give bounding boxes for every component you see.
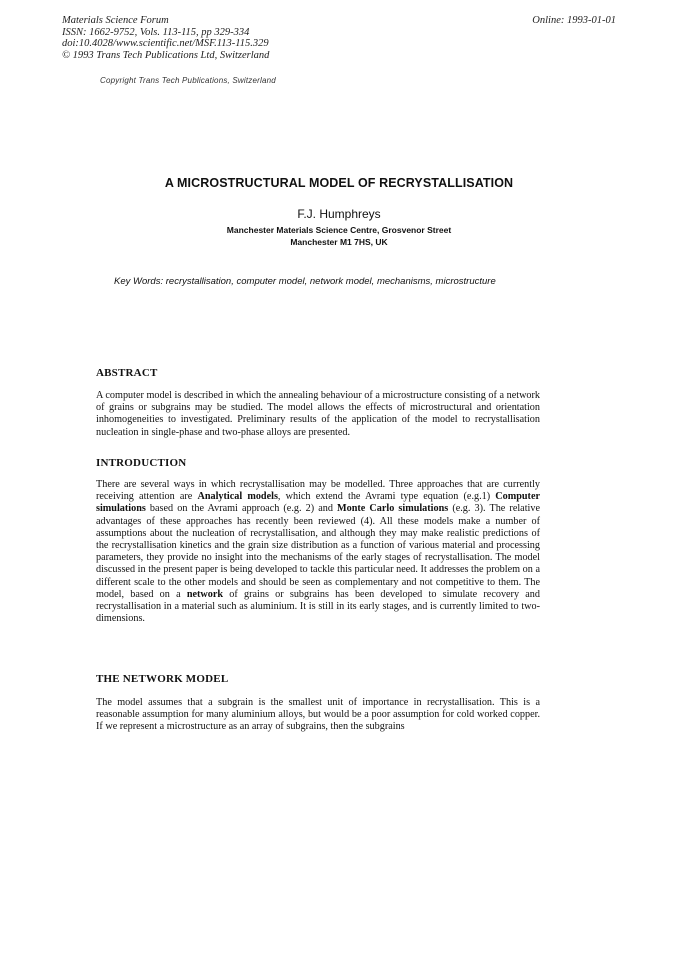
intro-text-2: , which extend the Avrami type equation (e.g.1) <box>277 491 496 503</box>
intro-text-5: of grains or subgrains has been developed to simulate recovery and recrystallisation in a material such as aluminium. It is still in its early stages, and is currently limited to two-dimensions. <box>96 588 540 625</box>
author-affiliation <box>0 224 678 248</box>
scan-copyright: Copyright Trans Tech Publications, Switzerland <box>100 76 276 85</box>
journal-doi: doi:10.4028/www.scientific.net/MSF.113-115.329 <box>62 38 269 49</box>
intro-text-1: There are several ways in which recrystallisation may be modelled. Three approaches that are currently receiving attention are <box>96 479 540 503</box>
paper-author: F.J. Humphreys <box>297 207 381 221</box>
journal-metadata <box>62 15 269 61</box>
intro-bold-monte-carlo: Monte Carlo simulations <box>337 503 449 515</box>
online-date: Online: 1993-01-01 <box>532 15 616 26</box>
keywords <box>114 276 496 287</box>
network-model-text: The model assumes that a subgrain is the smallest unit of importance in recrystallisation. This is a reasonable assumption for many aluminium alloys, but would be a poor assumption for cold worked copper. If we represent a microstructure as an array of subgrains, then the subgrains <box>96 697 540 733</box>
affiliation-line-2: Manchester M1 7HS, UK <box>290 237 388 247</box>
introduction-heading: INTRODUCTION <box>96 457 187 469</box>
keywords-list: recrystallisation, computer model, network model, mechanisms, microstructure <box>165 276 496 287</box>
intro-bold-analytical-models: Analytical models <box>197 491 278 503</box>
abstract-text: A computer model is described in which the annealing behaviour of a microstructure consisting of a network of grains or subgrains may be studied. The model allows the effects of microstructural and orientation inhomogeneities to investigated. Preliminary results of the application of the model to recrystallisation nucleation in single-phase and two-phase alloys are presented. <box>96 390 540 438</box>
intro-bold-network: network <box>186 588 224 600</box>
network-model-heading: THE NETWORK MODEL <box>96 673 229 685</box>
journal-issn: ISSN: 1662-9752, Vols. 113-115, pp 329-334 <box>62 26 250 38</box>
intro-bold-computer-simulations: Computer simulations <box>96 491 540 515</box>
keywords-label: Key Words: <box>114 276 164 287</box>
paper-title: A MICROSTRUCTURAL MODEL OF RECRYSTALLISATION <box>164 176 514 190</box>
intro-text-4: (e.g. 3). The relative advantages of these approaches has recently been reviewed (4). All these models make a number of assumptions about the nucleation of recrystallisation, and although they may make realistic predictions of the recrystallisation kinetics and the grain size distribution as a function of various material and processing parameters, they provide no insight into the mechanisms of the early stages of recrystallisation. The model discussed in the present paper is being developed to tackle this particular need. It addresses the problem on a different scale to the other models and should be seen as complementary and not competitive to them. The model, based on a <box>96 503 540 600</box>
affiliation-line-1: Manchester Materials Science Centre, Grosvenor Street <box>226 225 452 235</box>
journal-name: Materials Science Forum <box>62 15 169 26</box>
journal-copyright: © 1993 Trans Tech Publications Ltd, Switzerland <box>62 49 270 61</box>
introduction-text <box>96 479 540 625</box>
intro-text-3: based on the Avrami approach (e.g. 2) and <box>145 503 338 515</box>
abstract-heading: ABSTRACT <box>96 367 158 379</box>
